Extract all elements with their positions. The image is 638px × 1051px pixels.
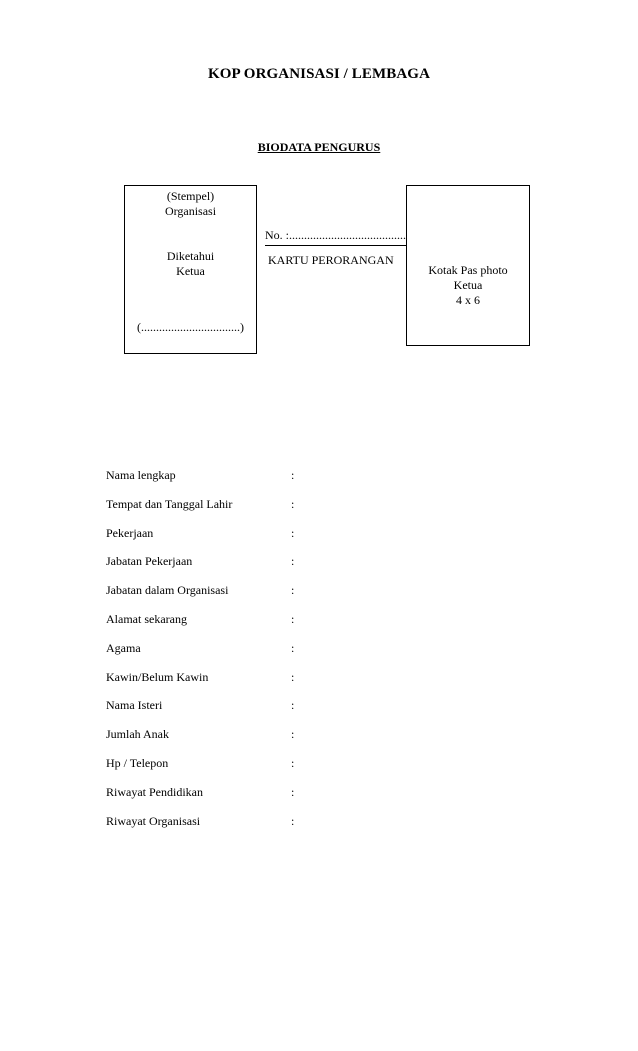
form-field-colon: : [291, 669, 295, 684]
form-field-colon: : [291, 640, 295, 655]
form-field-colon: : [291, 611, 295, 626]
photo-label [407, 263, 529, 308]
document-header: KOP ORGANISASI / LEMBAGA [207, 66, 431, 82]
approval-line-2: Ketua [176, 264, 205, 278]
form-field-colon: : [291, 583, 295, 598]
form-field-colon: : [291, 468, 295, 482]
photo-line-3: 4 x 6 [456, 293, 480, 307]
form-field-colon: : [291, 727, 295, 742]
form-field-colon: : [291, 554, 295, 569]
document-number: No. :....................................... [265, 228, 406, 242]
signature-line: (.................................) [137, 320, 244, 334]
form-field-label: Jabatan dalam Organisasi [106, 583, 229, 598]
number-divider [265, 245, 406, 246]
form-field-colon: : [291, 525, 295, 540]
approval-line-1: Diketahui [166, 249, 215, 263]
form-field-label: Agama [106, 640, 141, 655]
form-field-label: Nama lengkap [106, 468, 176, 482]
form-field-label: Riwayat Organisasi [106, 813, 201, 828]
form-field-label: Alamat sekarang [106, 611, 187, 626]
stamp-line-1: (Stempel) [166, 189, 215, 203]
approval-label [125, 249, 256, 279]
form-field-label: Kawin/Belum Kawin [106, 669, 209, 684]
stamp-label [125, 189, 256, 219]
form-field-colon: : [291, 755, 295, 770]
form-field-label: Nama Isteri [106, 698, 163, 713]
form-field-label: Jabatan Pekerjaan [106, 554, 193, 569]
photo-line-2: Ketua [453, 278, 483, 292]
form-field-label: Tempat dan Tanggal Lahir [106, 496, 233, 511]
document-subtitle: BIODATA PENGURUS [257, 140, 381, 154]
form-field-colon: : [291, 496, 295, 511]
form-field-colon: : [291, 698, 295, 713]
form-field-label: Jumlah Anak [106, 727, 169, 742]
form-field-colon: : [291, 813, 295, 828]
form-field-label: Pekerjaan [106, 525, 154, 540]
stamp-box [124, 185, 257, 354]
photo-line-1: Kotak Pas photo [428, 263, 508, 277]
form-field-label: Hp / Telepon [106, 755, 169, 770]
form-field-colon: : [291, 784, 295, 799]
form-field-label: Riwayat Pendidikan [106, 784, 203, 799]
stamp-line-2: Organisasi [164, 204, 217, 218]
card-type-label: KARTU PERORANGAN [268, 253, 394, 267]
photo-box [406, 185, 530, 346]
